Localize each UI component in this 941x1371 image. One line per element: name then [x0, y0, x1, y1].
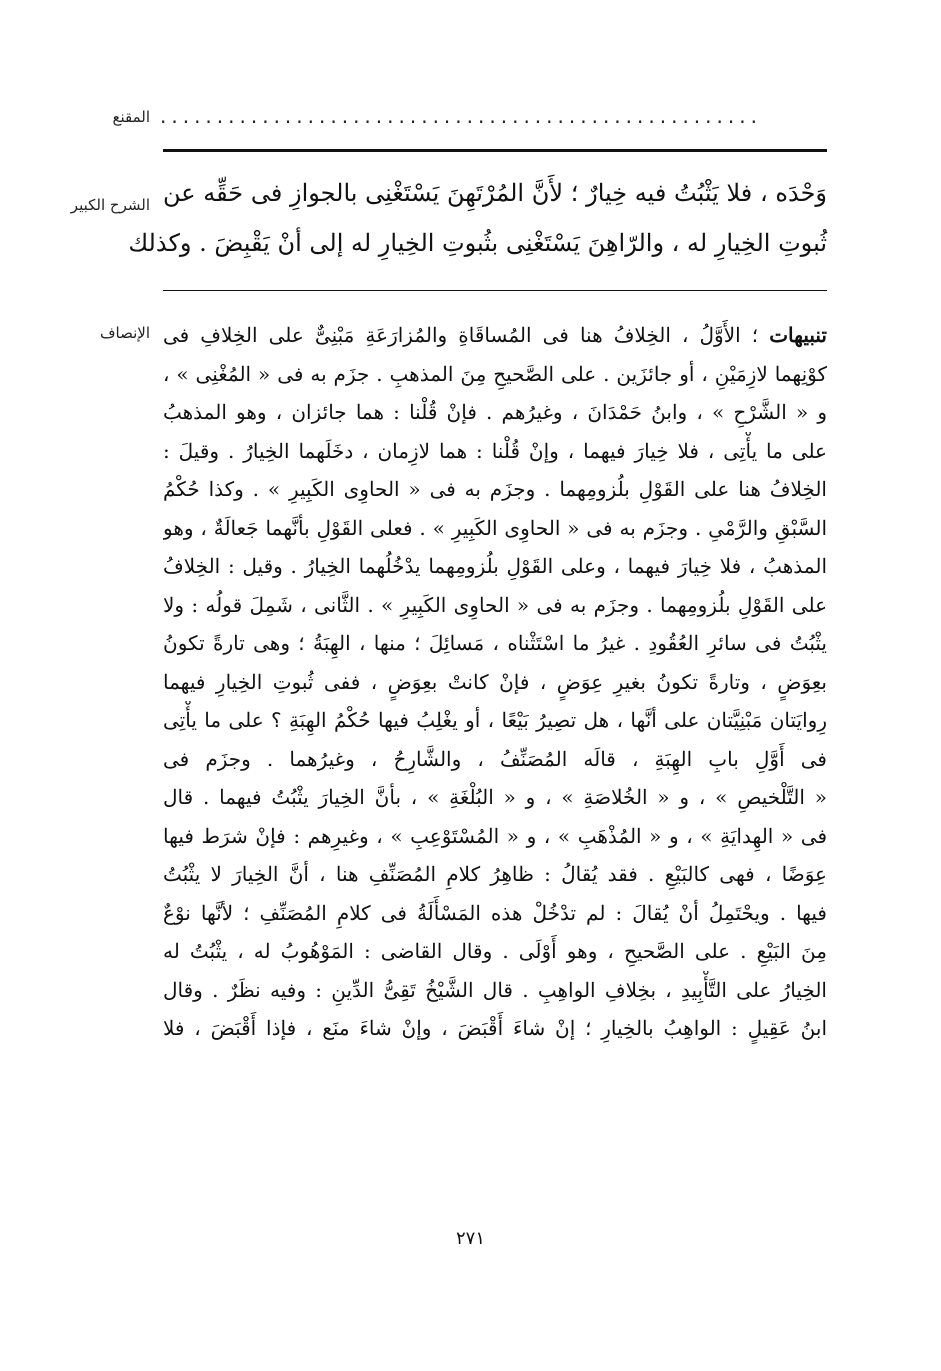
insaf-line: فى « الهِدايَةِ » ، و « المُذْهَبِ » ، و « المُسْتَوْعِبِ » ، وغيرِهم : فإنْ شرَط فيها	[163, 823, 827, 848]
insaf-line: السَّبْقِ والرَّمْىِ . وجزَم به فى « الحاوِى الكَبِيرِ » . فعلى القَوْلِ بأنَّهما جَعالَةٌ ، وهو	[163, 515, 827, 540]
insaf-line: رِوايَتان مَبْنِيَّتان على أنَّها ، هل تصِيرُ بَيْعًا ، أو يغْلِبُ فيها حُكْمُ الهِبَةِ ؟ على ما يأْتِى	[163, 708, 827, 732]
insaf-first-line-text: ؛ الأَوَّلُ ، الخِلافُ هنا فى المُساقَاةِ والمُزارَعَةِ مَبْنِىٌّ على الخِلافِ فى	[163, 323, 770, 347]
sharh-line: ثُبوتِ الخِيارِ له ، والرّاهِنَ يَسْتَغْنِى بثُبوتِ الخِيارِ له إلى أنْ يَقْبِضَ . وكذلك	[128, 229, 827, 257]
insaf-line: على القَوْلِ بلُزومِهما . وجزَم به فى « الحاوِى الكَبِيرِ » . الثَّانى ، شَمِلَ قولُه : ولا	[163, 592, 827, 617]
insaf-line: على ما يأْتِى ، فلا خِيارَ فيهما ، وإنْ قُلْنا : هما لازِمان ، دخَلَهما الخِيارُ . وقيلَ :	[163, 438, 827, 463]
muqni-dotted-line: .....................................................	[160, 104, 762, 128]
sharh-label: الشرح الكبير	[70, 196, 150, 214]
sharh-text-block	[128, 168, 827, 268]
insaf-text-block	[163, 316, 827, 1048]
page-number: ٢٧١	[455, 1228, 485, 1249]
section-divider-thick	[163, 149, 827, 152]
section-divider-thin	[163, 290, 827, 291]
sharh-line: وَحْدَه ، فلا يَثْبُتُ فيه خِيارٌ ؛ لأَنَّ المُرْتَهِنَ يَسْتَغْنِى بالجوازِ فى حَقِّه عن	[163, 179, 827, 207]
insaf-line: مِنَ البَيْعِ . على الصَّحيحِ ، وهو أَوْلَى . وقال القاضى : المَوْهُوبُ له ، يثْبُتُ له	[163, 939, 827, 963]
insaf-line: كوْنِهما لازِمَيْنِ ، أو جائزَين . على الصَّحيحِ مِنَ المذهبِ . جزَم به فى « المُغْنِى » ،	[163, 361, 827, 386]
insaf-label: الإنصاف	[99, 324, 150, 342]
insaf-line: عِوَضًا ، فهى كالبَيْعِ . فقد يُقالُ : ظاهِرُ كلامِ المُصَنِّفِ هنا ، أنَّ الخِيارَ لا يثْبُتُ	[163, 862, 827, 886]
insaf-line: الخِلافُ هنا على القَوْلِ بلُزومِهما . وجزَم به فى « الحاوِى الكَبِيرِ » . وكذا حُكْمُ	[163, 477, 827, 501]
insaf-line: فى أَوَّلِ بابِ الهِبَةِ ، قالَه المُصَنِّفُ ، والشَّارِحُ ، وغيرُهما . وجزَم فى	[163, 746, 827, 771]
insaf-line: « التَّلْخيصِ » ، و « الخُلاصَةِ » ، و « البُلْغَةِ » ، بأنَّ الخِيارَ يثْبُتُ فيهما . قال	[163, 785, 827, 809]
insaf-line: يثْبُتُ فى سائرِ العُقُودِ . غيرُ ما اسْتَثْناه ، مَسائِلَ ؛ منها ، الهِبَةُ ؛ وهى تارةً تكونُ	[163, 631, 827, 655]
muqni-label: المقنع	[112, 108, 150, 126]
insaf-line: و « الشَّرْحِ » ، وابنُ حَمْدَانَ ، وغيرُهم . فإنْ قُلْنا : هما جائزان ، وهو المذهبُ	[163, 400, 827, 424]
insaf-lead-heading: تنبيهات	[769, 323, 827, 347]
insaf-line: بعِوَضٍ ، وتارةً تكونُ بغيرِ عِوَضٍ ، فإنْ كانتْ بعِوَضٍ ، ففى ثُبوتِ الخِيارِ فيهما	[163, 669, 827, 694]
insaf-line: المذهبُ ، فلا خِيارَ فيهما ، وعلى القَوْلِ بلُزومِهما يدْخُلُهما الخِيارُ . وقيل : الخِلافُ	[163, 554, 827, 578]
insaf-first-line	[163, 316, 827, 355]
insaf-line: فيها . ويحْتَمِلُ أنْ يُقالَ : لم تدْخُلْ هذه المَسْأَلَةُ فى كلامِ المُصَنِّفِ ؛ لأنَّها نوْعٌ	[163, 900, 827, 925]
insaf-line: ابنُ عَقِيلٍ : الواهِبُ بالخِيارِ ؛ إنْ شاءَ أَقْبَضَ ، وإنْ شاءَ منَع ، فإذا أَقْبَضَ ، فلا	[163, 1016, 827, 1040]
insaf-line: الخِيارُ على التَّأْبِيدِ ، بخِلافِ الواهِبِ . قال الشَّيْخُ تَقِىُّ الدِّينِ : وفيه نظَرٌ . وقال	[163, 977, 827, 1002]
